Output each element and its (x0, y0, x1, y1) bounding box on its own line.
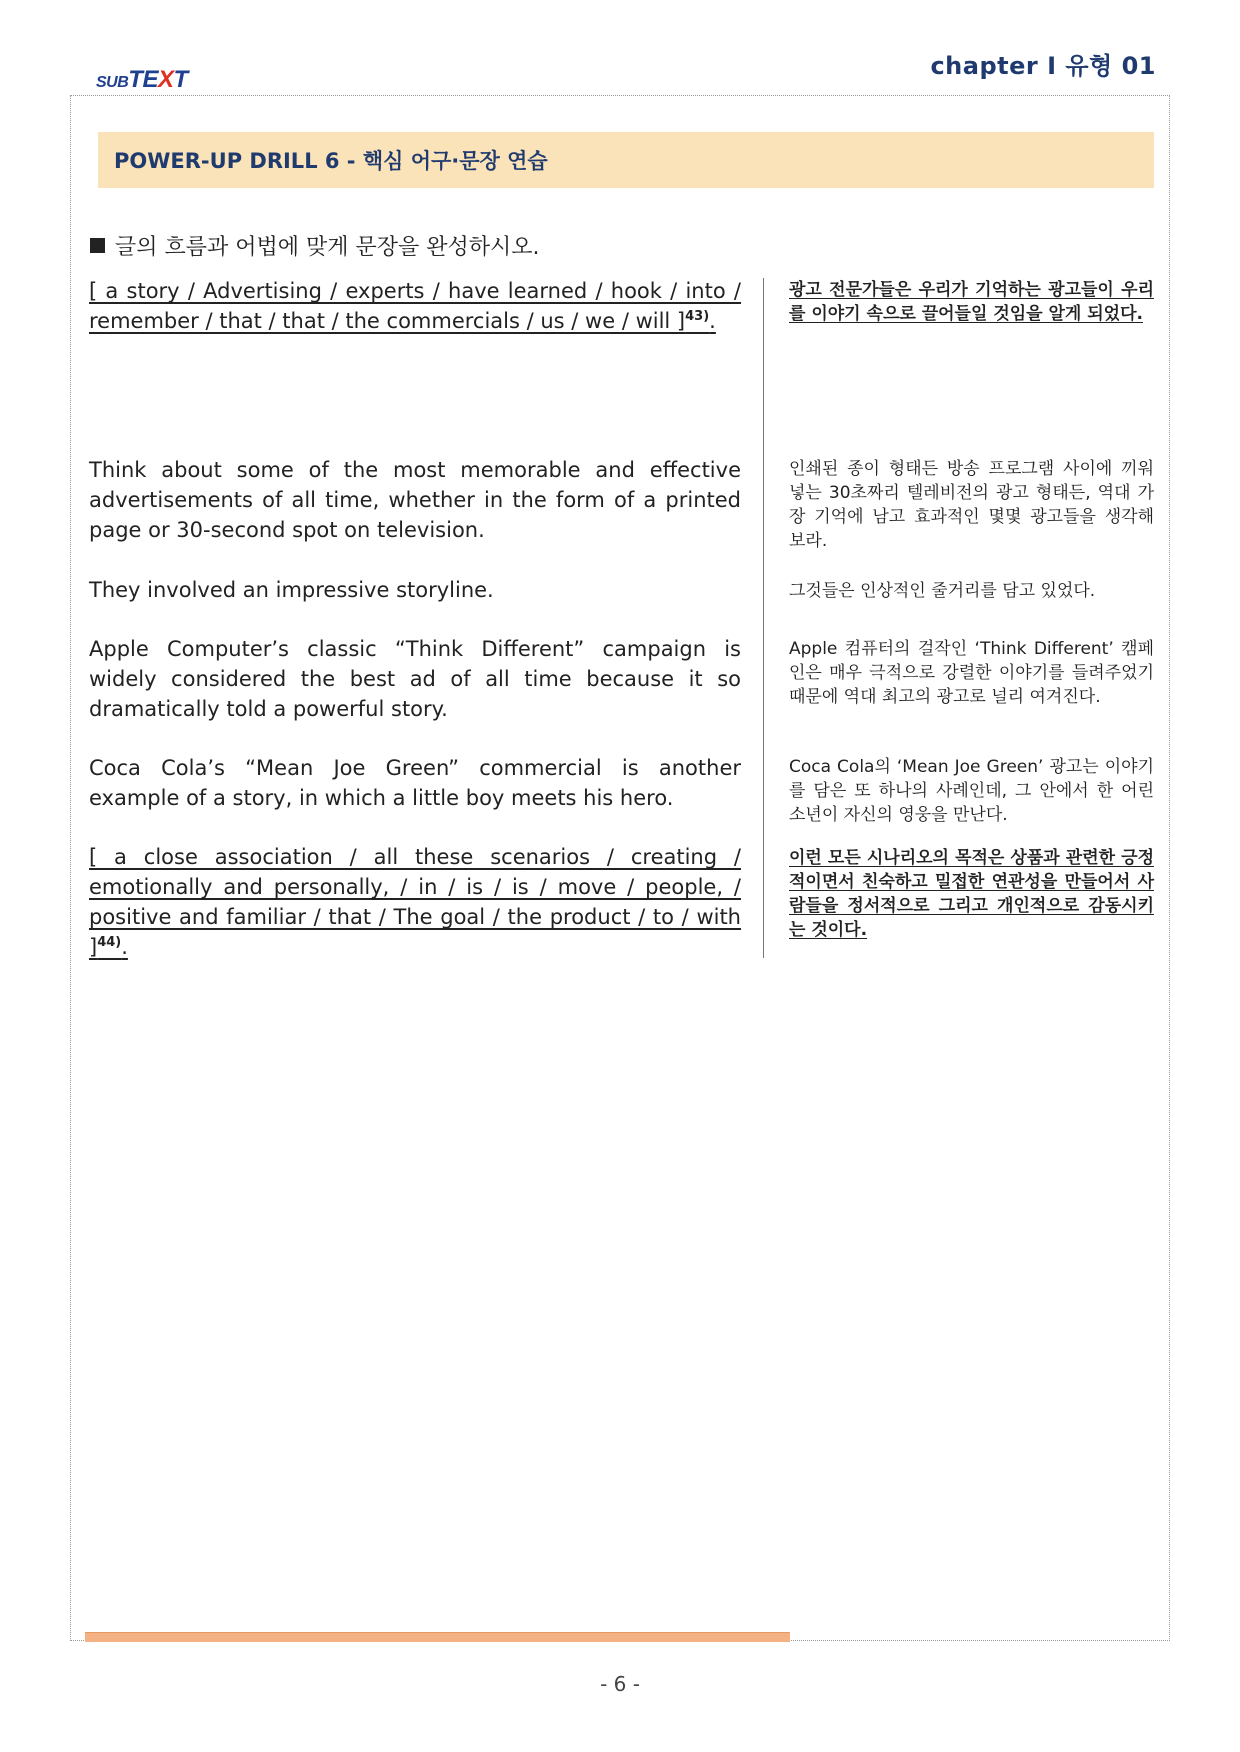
footer-accent-bar (85, 1632, 790, 1642)
english-sentence-6: [ a close association / all these scenarios / creating / emotionally and personally, / in / is / is / move / people, / positive and familiar / that / The goal / the product / to / with ]$^{44)}$. (89, 845, 741, 959)
instruction-text: 글의 흐름과 어법에 맞게 문장을 완성하시오. (115, 235, 540, 260)
drill-title: POWER-UP DRILL 6 - 핵심 어구·문장 연습 (114, 149, 548, 173)
korean-translation-4: Apple 컴퓨터의 걸작인 ‘Think Different’ 캠페인은 매우 극적으로 강렬한 이야기를 들려주었기 때문에 역대 최고의 광고로 널리 여겨진다. (789, 639, 1154, 707)
footnote-43: 43) (685, 309, 710, 324)
english-sentence-2: Think about some of the most memorable and effective advertisements of all time, whether in the form of a printed page or 30-second spot on television. (89, 458, 741, 542)
english-text-1: [ a story / Advertising / experts / have learned / hook / into / remember / that / that / the commercials / us / we / will ] (89, 279, 741, 333)
square-bullet-icon (90, 238, 105, 253)
english-text-6: [ a close association / all these scenarios / creating / emotionally and personally, / in / is / is / move / people, / positive and familiar / that / The goal / the product / to / with ] (89, 845, 741, 959)
drill-title-bar (98, 132, 1154, 188)
instruction (90, 230, 540, 261)
subtext-logo (96, 66, 188, 94)
page-number: - 6 - (600, 1672, 640, 1696)
korean-translation-2: 인쇄된 종이 형태든 방송 프로그램 사이에 끼워 넣는 30초짜리 텔레비전의 광고 형태든, 역대 가장 기억에 남고 효과적인 몇몇 광고들을 생각해 보라. (789, 459, 1154, 551)
logo-sub: SUB (96, 74, 129, 91)
logo-accent: X (157, 66, 174, 93)
english-sentence-3: They involved an impressive storyline. (89, 578, 494, 602)
footnote-44: 44) (97, 935, 122, 950)
english-sentence-4: Apple Computer’s classic “Think Different” campaign is widely considered the best ad of all time because it so dramatically told a powerful story. (89, 637, 741, 721)
logo-tail: T (173, 66, 188, 93)
logo-text: TE (128, 66, 158, 93)
korean-translation-1: 광고 전문가들은 우리가 기억하는 광고들이 우리를 이야기 속으로 끌어들일 것임을 알게 되었다. (789, 280, 1154, 324)
korean-translation-6: 이런 모든 시나리오의 목적은 상품과 관련한 긍정적이면서 친숙하고 밀접한 연관성을 만들어서 사람들을 정서적으로 그리고 개인적으로 감동시키는 것이다. (789, 848, 1154, 940)
english-sentence-1: [ a story / Advertising / experts / have learned / hook / into / remember / that / that / the commercials / us / we / will ]$^{43)}$. (89, 279, 741, 333)
korean-translation-5: Coca Cola의 ‘Mean Joe Green’ 광고는 이야기를 담은 또 하나의 사례인데, 그 안에서 한 어린 소년이 자신의 영웅을 만난다. (789, 757, 1154, 825)
chapter-label: chapter Ⅰ 유형 01 (930, 52, 1156, 80)
column-divider (763, 278, 764, 958)
english-sentence-5: Coca Cola’s “Mean Joe Green” commercial is another example of a story, in which a little boy meets his hero. (89, 756, 741, 810)
korean-translation-3: 그것들은 인상적인 줄거리를 담고 있었다. (789, 581, 1096, 601)
